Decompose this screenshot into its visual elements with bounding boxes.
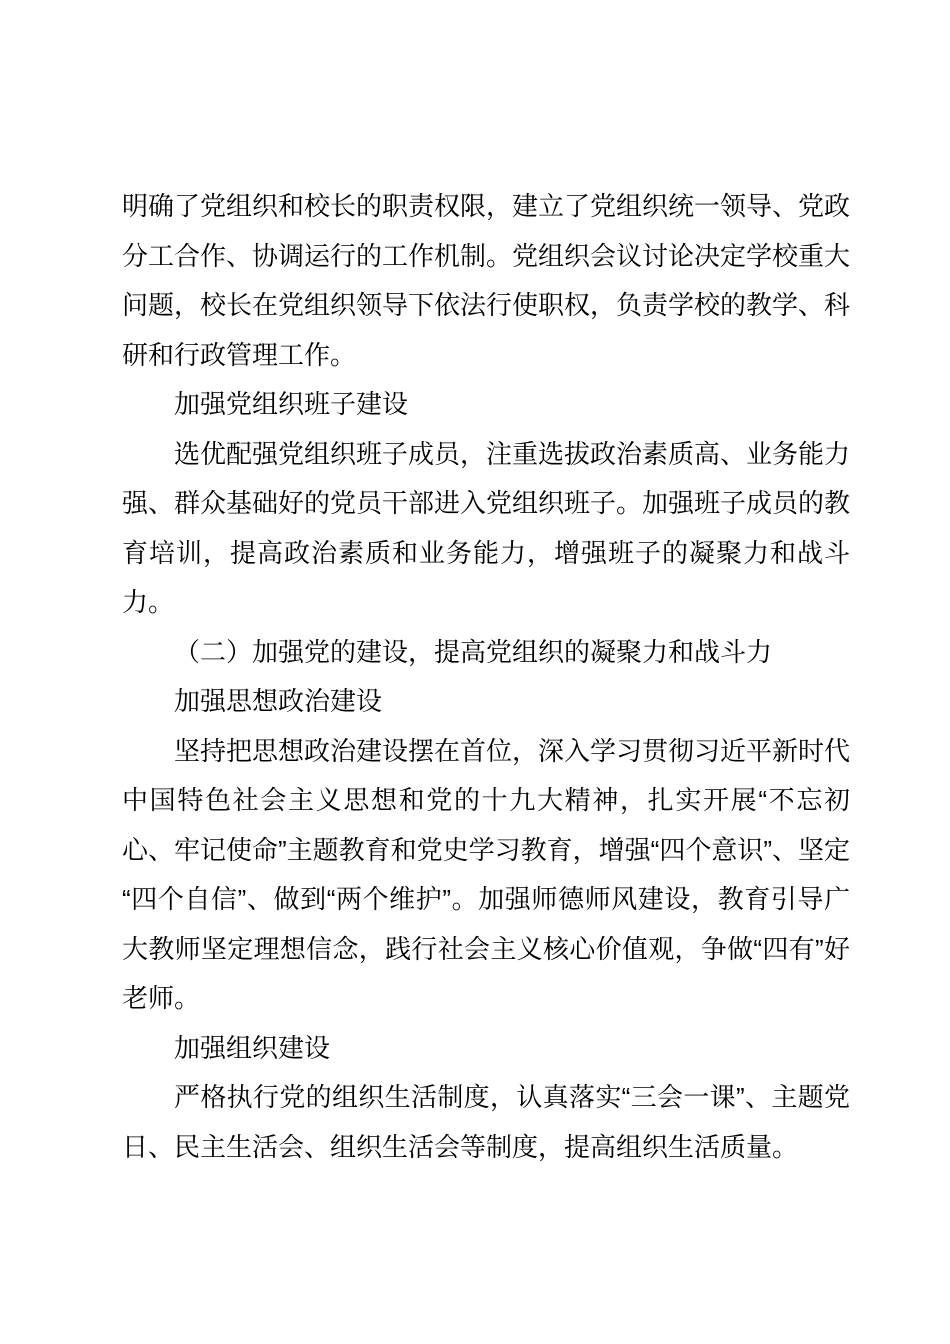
paragraph-subheading-class-building: 加强党组织班子建设 [174,389,409,419]
paragraph-body-team-members: 选优配强党组织班子成员，注重选拔政治素质高、业务能力强、群众基础好的党员干部进入党组织班子。加强班子成员的教育培训，提高政治素质和业务能力，增强班子的凝聚力和战斗力。 [122,438,851,617]
paragraph-subheading-ideological-political: 加强思想政治建设 [174,686,383,716]
paragraph-subheading-organization-building: 加强组织建设 [174,1032,331,1063]
paragraph-body-ideological-education: 坚持把思想政治建设摆在首位，深入学习贯彻习近平新时代中国特色社会主义思想和党的十九大精神，扎实开展“不忘初心、牢记使命”主题教育和党史学习教育，增强“四个意识”、坚定“四个自信”、做到“两个维护”。加强师德师风建设，教育引导广大教师坚定理想信念，践行社会主义核心价值观，争做“四有”好老师。 [122,735,851,1013]
paragraph-continuation: 明确了党组织和校长的职责权限，建立了党组织统一领导、党政分工合作、协调运行的工作机制。党组织会议讨论决定学校重大问题，校长在党组织领导下依法行使职权，负责学校的教学、科研和行政管理工作。 [122,191,851,370]
paragraph-section-heading-two: （二）加强党的建设，提高党组织的凝聚力和战斗力 [174,636,773,667]
paragraph-body-organization-life: 严格执行党的组织生活制度，认真落实“三会一课”、主题党日、民主生活会、组织生活会等制度，提高组织生活质量。 [122,1082,850,1162]
